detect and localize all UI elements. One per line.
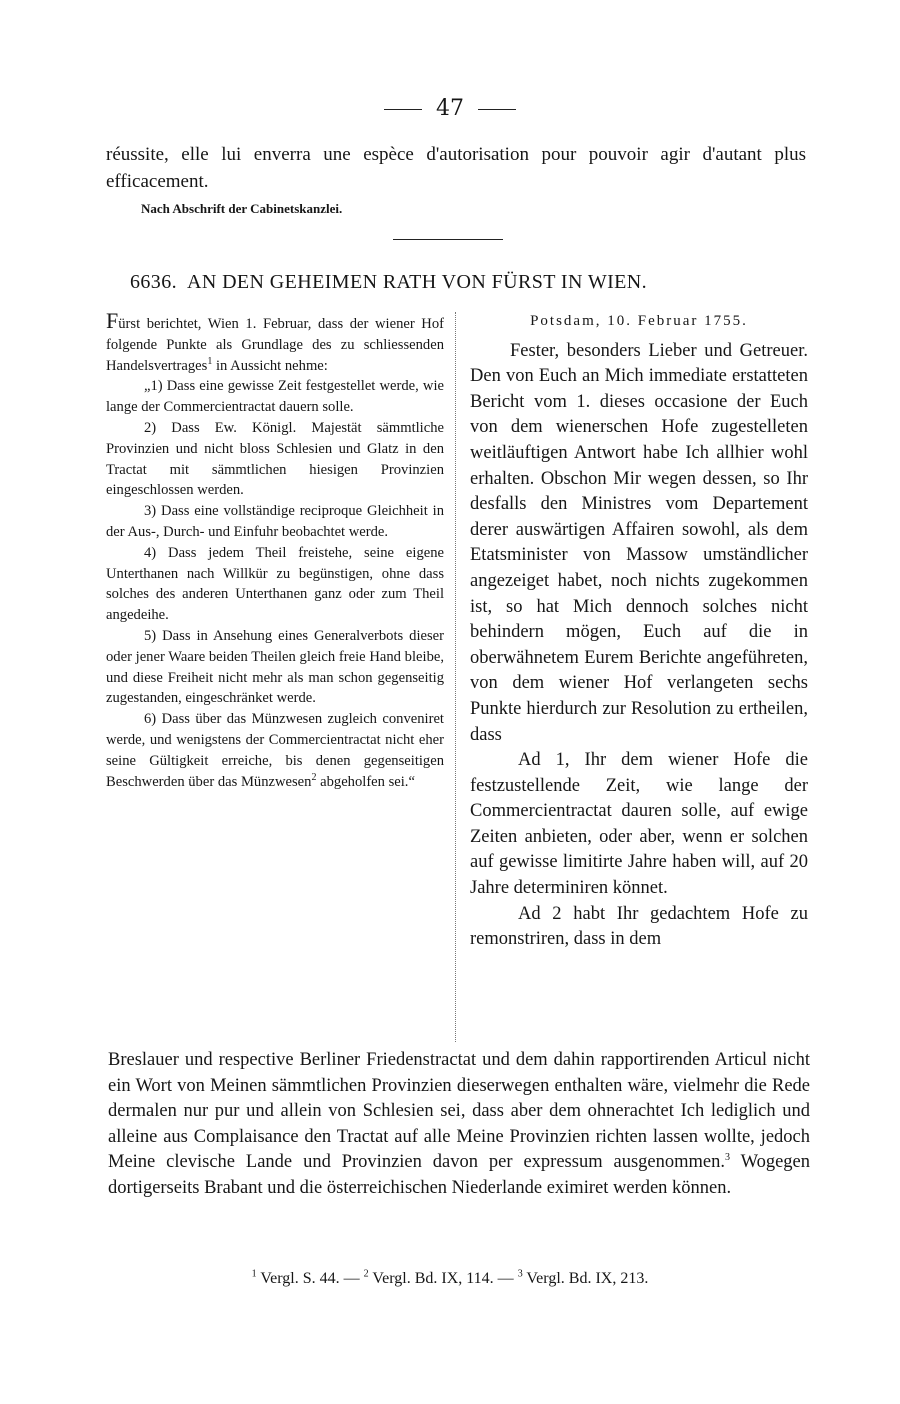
document-title: AN DEN GEHEIMEN RATH VON FÜRST IN WIEN. xyxy=(187,271,648,293)
letter-paragraph-2: Ad 1, Ihr dem wiener Hofe die festzustellende Zeit, wie lange der Commercientractat dauren solle, auf ewige Zeiten anbieten, oder aber, wenn er solchen auf gewisse limitirte Jahre haben will, auf 20 Jahre determiniren könnet. xyxy=(470,750,808,899)
summary-column xyxy=(106,308,444,792)
document-number: 6636. xyxy=(130,271,177,293)
footnote-2: Vergl. Bd. IX, 114. — xyxy=(368,1270,518,1287)
summary-item-1: „1) Dass eine gewisse Zeit festgestellet werde, wie lange der Commercientractat dauern solle. xyxy=(106,378,444,416)
letter-column xyxy=(470,309,808,953)
summary-item-6 xyxy=(106,709,444,792)
footnote-mark-3: 3 xyxy=(517,1268,523,1280)
summary-item-6-text: 6) Dass über das Münzwesen zugleich conveniret werde, und wenigstens der Commercientractat nicht eher seine Gültigkeit erreiche, bis denen gegenseitigen Beschwerden über das Münzwesen xyxy=(106,711,444,790)
summary-item-3: 3) Dass eine vollständige reciproque Gleichheit in der Aus-, Durch- und Einfuhr beobachtet werde. xyxy=(106,503,444,540)
dropcap: F xyxy=(106,308,119,333)
page-number: 47 xyxy=(436,96,464,121)
footnote-3: Vergl. Bd. IX, 213. xyxy=(522,1270,649,1287)
header-dash-left xyxy=(384,109,422,110)
summary-intro-text-end: in Aussicht nehme: xyxy=(212,357,328,374)
source-note: Nach Abschrift der Cabinetskanzlei. xyxy=(141,201,343,216)
letter-paragraph-3: Ad 2 habt Ihr gedachtem Hofe zu remonstriren, dass in dem xyxy=(470,903,808,950)
summary-intro xyxy=(106,308,444,376)
column-divider xyxy=(455,312,456,1042)
intro-paragraph: réussite, elle lui enverra une espèce d'autorisation pour pouvoir agir d'autant plus efficacement. xyxy=(106,144,806,192)
page-header xyxy=(0,96,900,121)
footnote-mark-2: 2 xyxy=(363,1268,369,1280)
document-heading xyxy=(130,271,810,294)
letter-continuation xyxy=(108,1048,810,1202)
continuation-text-end: Wogegen dortigerseits Brabant und die österreichischen Niederlande eximiret werden können. xyxy=(108,1152,810,1198)
footnote-ref-3: 3 xyxy=(725,1152,730,1164)
summary-intro-text: ürst berichtet, Wien 1. Februar, dass der wiener Hof folgende Punkte als Grundlage des zu schliessenden Handelsvertrages xyxy=(106,316,444,374)
summary-item-6-text-end: abgeholfen sei.“ xyxy=(316,773,415,790)
summary-item-5: 5) Dass in Ansehung eines Generalverbots dieser oder jener Waare beiden Theilen gleich freie Hand bleibe, und diese Freiheit nicht mehr als man schon gegenseitig zugestanden, eingeschränket werde. xyxy=(106,627,444,707)
footnote-ref-2: 2 xyxy=(311,771,317,783)
section-rule xyxy=(393,239,503,240)
footnote-ref-1: 1 xyxy=(207,355,213,367)
summary-item-4: 4) Dass jedem Theil freistehe, seine eigene Unterthanen nach Willkür zu begünstigen, ohne dass solches des anderen Unterthanen ganz oder zum Theil angedeihe. xyxy=(106,544,444,624)
footnote-mark-1: 1 xyxy=(251,1268,257,1280)
continuation-text: Breslauer und respective Berliner Friedenstractat und dem dahin rapportirenden Articul nicht ein Wort von Meinen sämmtlichen Provinzien dieserwegen enthalten wäre, vielmehr die Rede dermalen nur pur und allein von Schlesien sei, dass aber dem ohnerachtet Ich lediglich und alleine aus Complaisance den Tractat auf alle Meine Provinzien richten lassen wollte, jedoch Meine clevische Lande und Provinzien davon per expressum ausgenommen. xyxy=(108,1050,810,1173)
letter-paragraph-1: Fester, besonders Lieber und Getreuer. Den von Euch an Mich immediate erstatteten Bericht vom 1. dieses occasione der Euch von dem wienerschen Hofe zugestelleten weitläuftigen Antwort habe Ich allhier wohl erhalten. Obschon Mir wegen dessen, so Ihr desfalls den Ministres vom Departement derer auswärtigen Affairen sowohl, als dem Etatsminister von Massow umständlicher angezeiget habet, noch nichts zugekommen ist, so hat Mich dennoch solches nicht behindern mögen, Euch auf die in oberwähnetem Eurem Berichte angeführeten, von dem wiener Hof verlangeten sechs Punkte hierdurch zur Resolution zu ertheilen, dass xyxy=(470,340,808,745)
place-date: Potsdam, 10. Februar 1755. xyxy=(530,313,748,329)
footnote-1: Vergl. S. 44. — xyxy=(256,1270,364,1287)
summary-item-2: 2) Dass Ew. Königl. Majestät sämmtliche Provinzien und nicht bloss Schlesien und Glatz in den Tractat mit sämmtlichen hiesigen Provinzien eingeschlossen werden. xyxy=(106,419,444,499)
footnotes xyxy=(0,1270,900,1288)
header-dash-right xyxy=(478,109,516,110)
